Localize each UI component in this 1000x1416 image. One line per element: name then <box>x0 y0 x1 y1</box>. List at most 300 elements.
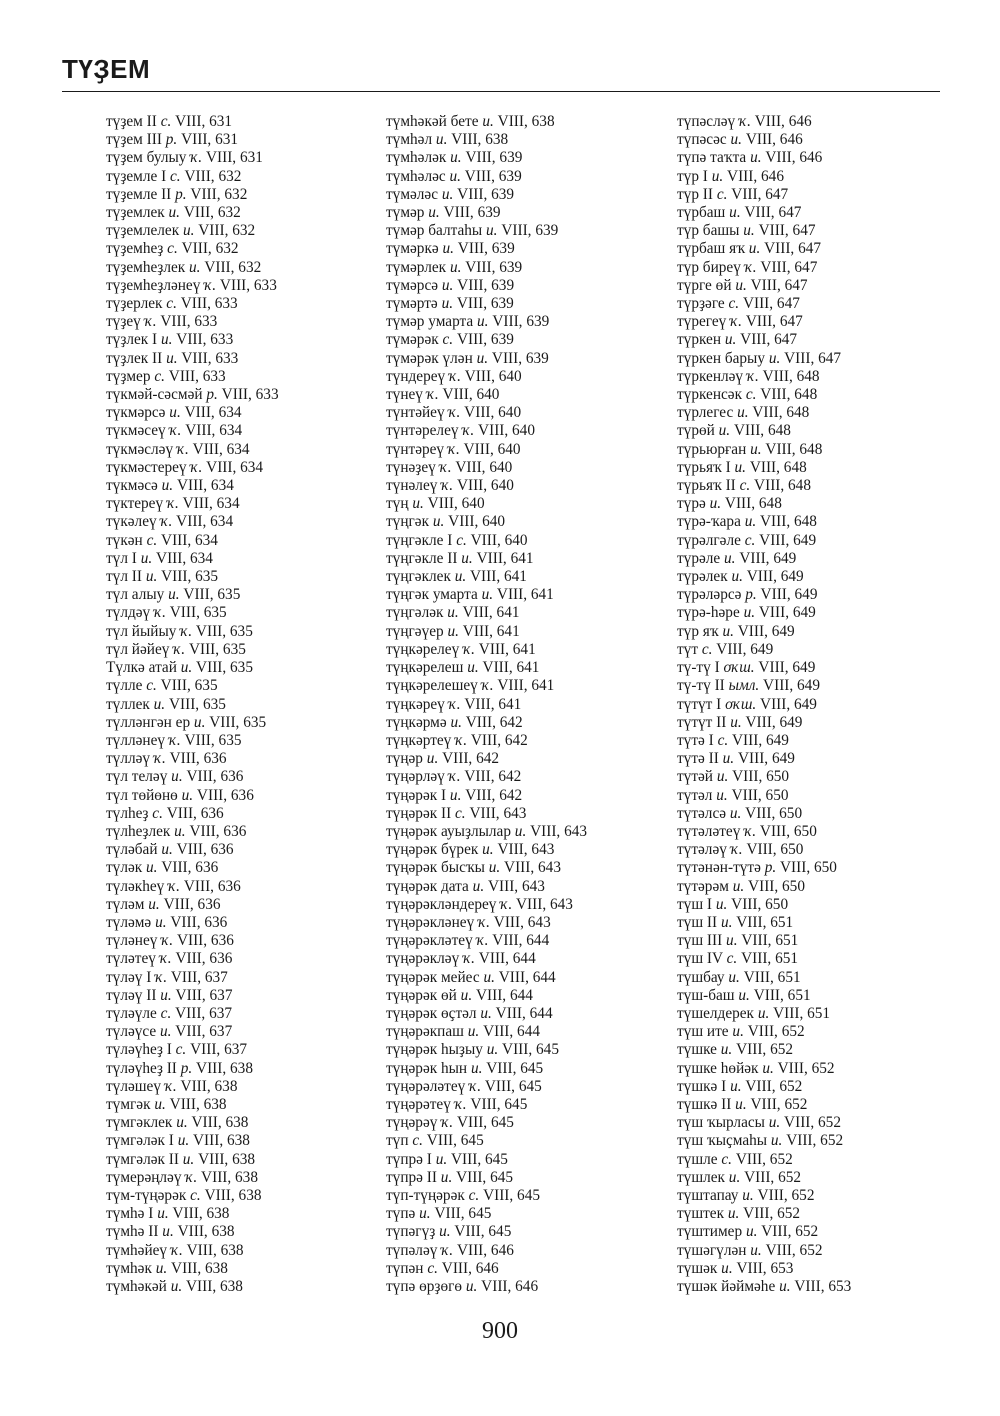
index-entry <box>386 131 587 149</box>
entry-headword: түтәрәм <box>677 877 733 895</box>
entry-headword: түркенсәк <box>677 386 746 404</box>
entry-headword: түләү I <box>106 968 156 986</box>
entry-abbr: с. <box>427 1259 438 1277</box>
entry-headword: түркен барыу <box>677 349 769 367</box>
entry-headword: түм-түңәрәк <box>106 1186 191 1204</box>
index-entry <box>677 477 851 495</box>
entry-headword: түркенләү <box>677 367 747 385</box>
entry-ref: VIII, 651 <box>769 1004 831 1022</box>
entry-headword: түмһәкәй <box>106 1278 171 1295</box>
index-entry <box>106 513 279 531</box>
entry-headword: түтә II <box>677 750 723 768</box>
entry-abbr: ҡ. <box>185 1168 198 1186</box>
entry-headword: тү-тү I <box>677 659 724 677</box>
entry-ref: VIII, 639 <box>453 240 515 258</box>
index-entry <box>386 350 587 368</box>
entry-headword: түҙемлек <box>106 204 169 222</box>
entry-ref: VIII, 653 <box>732 1259 794 1277</box>
index-entry <box>106 113 279 131</box>
entry-headword: түләшеү <box>106 1077 165 1095</box>
entry-ref: VIII, 635 <box>156 677 218 695</box>
entry-ref: VIII, 638 <box>197 1168 258 1186</box>
entry-headword: түшлек <box>677 1168 729 1186</box>
entry-abbr: и. <box>449 258 462 276</box>
entry-ref: VIII, 647 <box>740 204 802 222</box>
entry-headword: түңәрәкләнеү <box>386 913 479 931</box>
entry-abbr: и. <box>729 804 742 822</box>
entry-abbr: с. <box>170 167 181 185</box>
entry-abbr: и. <box>742 1186 754 1204</box>
index-entry <box>386 823 587 841</box>
entry-headword: түңкәртеү <box>386 731 456 749</box>
entry-headword: түрлегес <box>677 404 738 422</box>
entry-abbr: и. <box>146 859 158 877</box>
index-entry <box>106 805 279 823</box>
entry-ref: VIII, 650 <box>727 895 789 913</box>
entry-headword: түҙемһеҙлек <box>106 258 190 276</box>
entry-ref: VIII, 646 <box>750 113 812 130</box>
entry-abbr: и. <box>735 1095 747 1113</box>
entry-abbr: и. <box>160 1023 172 1041</box>
entry-ref: VIII, 645 <box>466 1095 528 1113</box>
entry-ref: VIII, 633 <box>216 276 277 294</box>
entry-ref: VIII, 645 <box>447 1150 508 1168</box>
entry-headword: түҙем булыу <box>106 149 191 167</box>
entry-abbr: и. <box>735 276 747 294</box>
entry-headword: түмгәләк I <box>106 1132 178 1150</box>
entry-abbr: ҡ. <box>463 950 475 968</box>
index-entry <box>106 932 279 950</box>
index-entry <box>677 204 851 222</box>
index-entry <box>106 604 279 622</box>
entry-abbr: и. <box>486 222 498 240</box>
entry-headword: түҙемһеҙләнеү <box>106 276 205 294</box>
entry-abbr: и. <box>449 786 462 804</box>
index-entry <box>677 859 851 877</box>
entry-headword: түп <box>386 1132 413 1150</box>
index-entry <box>386 787 587 805</box>
entry-ref: VIII, 632 <box>186 185 248 203</box>
entry-abbr: и. <box>715 895 728 913</box>
entry-headword: түңкәрелеш <box>386 659 468 677</box>
entry-ref: VIII, 638 <box>176 1077 238 1095</box>
entry-ref: VIII, 644 <box>488 932 550 950</box>
entry-headword: түш ите <box>677 1023 733 1041</box>
index-entry <box>386 368 587 386</box>
header-rule <box>62 91 940 92</box>
entry-abbr: и. <box>477 313 489 331</box>
entry-abbr: и. <box>441 276 454 294</box>
entry-headword: түпрә I <box>386 1150 436 1168</box>
entry-abbr: ҡ. <box>154 604 166 622</box>
entry-abbr: ҡ. <box>204 276 217 294</box>
entry-ref: VIII, 639 <box>461 258 523 276</box>
entry-ref: VIII, 649 <box>712 640 774 658</box>
entry-headword: түшкә II <box>677 1095 736 1113</box>
entry-abbr: и. <box>428 204 440 222</box>
entry-abbr: и. <box>748 240 761 258</box>
entry-abbr: ҡ. <box>439 458 452 476</box>
entry-abbr: ҡ. <box>746 367 759 385</box>
index-entry <box>677 350 851 368</box>
entry-abbr: и. <box>450 713 462 731</box>
index-entry <box>386 604 587 622</box>
index-entry <box>386 659 587 677</box>
entry-ref: VIII, 649 <box>735 549 797 567</box>
entry-abbr: с. <box>146 531 158 549</box>
index-entry <box>677 1041 851 1059</box>
index-entry <box>677 441 851 459</box>
index-entry <box>106 677 279 695</box>
entry-headword: түләүсе <box>106 1023 160 1041</box>
index-entry <box>386 696 587 714</box>
entry-headword: түш ҡыҫмаһы <box>677 1132 771 1150</box>
index-entry <box>677 969 851 987</box>
entry-ref: VIII, 642 <box>467 731 528 749</box>
entry-headword: түш I <box>677 895 716 913</box>
entry-abbr: и. <box>724 549 736 567</box>
entry-ref: VIII, 649 <box>741 713 803 731</box>
index-entry <box>386 386 587 404</box>
entry-headword: түшле <box>677 1150 722 1168</box>
entry-ref: VIII, 639 <box>439 204 501 222</box>
entry-headword: түләүһеҙ II <box>106 1059 181 1077</box>
entry-ref: VIII, 631 <box>202 149 263 167</box>
entry-ref: VIII, 652 <box>740 1168 802 1186</box>
entry-headword: түмәр умарта <box>386 313 478 331</box>
index-entry <box>677 659 851 677</box>
entry-abbr: ҡ. <box>180 622 193 640</box>
entry-ref: VIII, 641 <box>466 568 527 586</box>
entry-headword: түләмә <box>106 913 156 931</box>
index-entry <box>106 459 279 477</box>
entry-ref: VIII, 638 <box>187 1114 249 1132</box>
index-column-1 <box>106 113 279 1296</box>
entry-headword: түрөй <box>677 422 719 440</box>
entry-ref: VIII, 641 <box>458 604 520 622</box>
entry-headword: түмһәкәй бете <box>386 113 483 130</box>
entry-headword: түмһәләк <box>386 149 451 167</box>
entry-abbr: ҡ. <box>448 404 461 422</box>
entry-ref: VIII, 652 <box>757 1223 819 1241</box>
entry-abbr: и. <box>732 877 745 895</box>
entry-ref: VIII, 652 <box>739 1205 801 1223</box>
entry-ref: VIII, 637 <box>171 1023 233 1041</box>
entry-headword: түл I <box>106 549 141 567</box>
index-entry <box>386 896 587 914</box>
index-entry <box>106 1278 279 1296</box>
index-entry <box>106 495 279 513</box>
entry-ref: VIII, 634 <box>180 404 242 422</box>
entry-ref: VIII, 644 <box>472 986 533 1004</box>
entry-abbr: р. <box>206 386 218 404</box>
index-entry <box>106 1132 279 1150</box>
entry-ref: VIII, 644 <box>491 1004 553 1022</box>
index-entry <box>106 1242 279 1260</box>
index-entry <box>677 240 851 258</box>
index-entry <box>677 732 851 750</box>
index-entry <box>677 841 851 859</box>
entry-abbr: с. <box>175 1041 187 1059</box>
entry-headword: түмһәләс <box>386 167 450 185</box>
index-entry <box>386 550 587 568</box>
entry-abbr: и. <box>180 659 193 677</box>
index-entry <box>106 350 279 368</box>
entry-headword: түш ҡырласы <box>677 1114 769 1132</box>
entry-ref: VIII, 636 <box>165 750 227 768</box>
entry-ref: VIII, 636 <box>157 859 219 877</box>
index-entry <box>386 750 587 768</box>
index-entry <box>106 277 279 295</box>
entry-headword: түмәрсә <box>386 276 442 294</box>
entry-abbr: и. <box>488 859 501 877</box>
entry-ref: VIII, 640 <box>474 422 535 440</box>
entry-abbr: и. <box>750 149 762 167</box>
entry-headword: түмһәйеү <box>106 1241 171 1259</box>
entry-abbr: и. <box>432 513 445 531</box>
entry-ref: VIII, 640 <box>466 531 528 549</box>
entry-abbr: ҡ. <box>164 1077 177 1095</box>
entry-abbr: и. <box>768 349 781 367</box>
entry-ref: VIII, 642 <box>438 750 500 768</box>
entry-abbr: с. <box>701 640 713 658</box>
entry-ref: VIII, 635 <box>185 640 246 658</box>
entry-abbr: и. <box>779 1278 791 1295</box>
entry-abbr: и. <box>768 1114 781 1132</box>
index-entry <box>677 386 851 404</box>
entry-abbr: ҡ. <box>481 677 494 695</box>
entry-ref: VIII, 634 <box>178 495 240 513</box>
entry-ref: VIII, 641 <box>458 622 520 640</box>
index-entry <box>677 532 851 550</box>
entry-abbr: и. <box>745 1223 758 1241</box>
entry-ref: VIII, 652 <box>753 1186 815 1204</box>
entry-headword: түмәркә <box>386 240 443 258</box>
index-entry <box>386 586 587 604</box>
entry-headword: түңәрәү <box>386 1114 442 1132</box>
entry-abbr: ҡ. <box>441 1114 454 1132</box>
entry-headword: түңәрәк бүрек <box>386 841 483 859</box>
entry-ref: VIII, 649 <box>756 586 818 604</box>
entry-headword: түҙерлек <box>106 295 167 313</box>
index-entry <box>386 240 587 258</box>
entry-abbr: с. <box>739 477 751 495</box>
index-entry <box>106 550 279 568</box>
entry-ref: VIII, 641 <box>493 586 554 604</box>
entry-headword: түҙемһеҙ <box>106 240 168 258</box>
entry-abbr: ҡ. <box>170 1241 183 1259</box>
index-entry <box>106 768 279 786</box>
entry-abbr: и. <box>743 604 756 622</box>
entry-headword: түр биреү <box>677 258 745 276</box>
entry-ref: VIII, 648 <box>750 477 811 495</box>
entry-headword: түшәк <box>677 1259 722 1277</box>
entry-abbr: с. <box>721 1150 732 1168</box>
entry-abbr: и. <box>435 131 448 149</box>
entry-headword: түмһә II <box>106 1223 163 1241</box>
entry-headword: түшәгүлән <box>677 1241 751 1259</box>
entry-ref: VIII, 652 <box>773 1059 835 1077</box>
entry-abbr: и. <box>441 185 454 203</box>
entry-headword: түр I <box>677 167 712 185</box>
entry-headword: түпәсәс <box>677 131 731 149</box>
index-entry <box>386 1169 587 1187</box>
entry-ref: VIII, 645 <box>498 1041 559 1059</box>
entry-ref: VIII, 636 <box>173 932 234 950</box>
entry-ref: VIII, 636 <box>193 786 254 804</box>
entry-headword: түрьяҡ I <box>677 458 735 476</box>
entry-abbr: и. <box>153 695 166 713</box>
entry-abbr: с. <box>190 1186 201 1204</box>
entry-headword: түнтәйеү <box>386 404 449 422</box>
index-entry <box>386 1078 587 1096</box>
entry-headword: түмгәләк II <box>106 1150 183 1168</box>
index-entry <box>677 404 851 422</box>
entry-abbr: и. <box>426 750 439 768</box>
entry-headword: түҙемле I <box>106 167 171 185</box>
entry-ref: VIII, 635 <box>157 568 219 586</box>
entry-ref: VIII, 649 <box>754 659 816 677</box>
entry-abbr: и. <box>182 1150 195 1168</box>
entry-headword: түңәр <box>386 750 427 768</box>
entry-ref: VIII, 636 <box>172 841 234 859</box>
entry-ref: VIII, 639 <box>497 222 559 240</box>
entry-abbr: и. <box>480 1004 492 1022</box>
entry-ref: VIII, 638 <box>173 1223 235 1241</box>
entry-headword: түҙлек I <box>106 331 161 349</box>
entry-headword: түштек <box>677 1205 728 1223</box>
index-entry <box>386 768 587 786</box>
entry-ref: VIII, 639 <box>488 349 549 367</box>
entry-ref: VIII, 645 <box>422 1132 484 1150</box>
entry-ref: VIII, 635 <box>165 604 227 622</box>
index-entry <box>386 805 587 823</box>
entry-abbr: и. <box>145 568 158 586</box>
index-entry <box>106 1023 279 1041</box>
entry-headword: түтәлсә <box>677 804 730 822</box>
entry-ref: VIII, 649 <box>733 622 795 640</box>
entry-headword: түңәрәк өҫтәл <box>386 1004 481 1022</box>
entry-abbr: с. <box>167 240 178 258</box>
index-entry <box>677 1114 851 1132</box>
entry-headword: түңгәкле II <box>386 549 462 567</box>
entry-abbr: и. <box>140 549 153 567</box>
index-entry <box>106 950 279 968</box>
entry-headword: түпә <box>386 1205 420 1223</box>
entry-ref: VIII, 638 <box>200 1186 262 1204</box>
index-entry <box>386 168 587 186</box>
entry-headword: түкмәй-сәсмәй <box>106 386 207 404</box>
entry-abbr: и. <box>729 204 741 222</box>
entry-headword: түрҙәге <box>677 295 729 313</box>
entry-ref: VIII, 635 <box>205 713 267 731</box>
index-entry <box>386 222 587 240</box>
entry-abbr: ҡ. <box>730 841 743 859</box>
index-entry <box>106 787 279 805</box>
index-entry <box>106 841 279 859</box>
index-entry <box>386 277 587 295</box>
entry-ref: VIII, 649 <box>755 531 817 549</box>
entry-headword: түпә таҡта <box>677 149 751 167</box>
entry-abbr: ҡ. <box>462 422 475 440</box>
entry-headword: түңәрәк бысҡы <box>386 859 489 877</box>
entry-headword: түпәләү <box>386 1241 442 1259</box>
index-entry <box>386 932 587 950</box>
index-entry <box>386 113 587 131</box>
entry-headword: түлләү <box>106 750 154 768</box>
entry-ref: VIII, 635 <box>192 659 253 677</box>
index-entry <box>677 677 851 695</box>
index-entry <box>677 604 851 622</box>
entry-ref: VIII, 642 <box>460 768 522 786</box>
entry-abbr: и. <box>738 986 750 1004</box>
entry-ref: VIII, 648 <box>748 404 810 422</box>
entry-ref: VIII, 646 <box>761 149 823 167</box>
index-entry <box>677 222 851 240</box>
entry-abbr: и. <box>486 1041 499 1059</box>
entry-abbr: ҡ. <box>447 440 460 458</box>
entry-ref: VIII, 636 <box>166 913 228 931</box>
index-entry <box>106 422 279 440</box>
entry-ref: VIII, 640 <box>444 513 506 531</box>
entry-abbr: и. <box>177 1132 190 1150</box>
entry-ref: VIII, 641 <box>460 695 522 713</box>
index-entry <box>677 1132 851 1150</box>
entry-ref: VIII, 650 <box>776 859 837 877</box>
entry-abbr: и. <box>720 913 733 931</box>
index-entry <box>106 659 279 677</box>
entry-headword: түпән <box>386 1259 428 1277</box>
entry-ref: VIII, 634 <box>202 458 264 476</box>
entry-abbr: и. <box>720 1041 733 1059</box>
index-entry <box>106 149 279 167</box>
entry-headword: түтүт I <box>677 695 726 713</box>
entry-abbr: и. <box>514 822 527 840</box>
entry-ref: VIII, 633 <box>176 295 238 313</box>
entry-abbr: и. <box>732 1023 744 1041</box>
index-entry <box>677 368 851 386</box>
entry-abbr: с. <box>154 367 165 385</box>
entry-abbr: и. <box>154 1095 166 1113</box>
entry-headword: түңәрәкләндереү <box>386 895 501 913</box>
index-entry <box>106 750 279 768</box>
entry-headword: түтүт II <box>677 713 731 731</box>
index-entry <box>106 532 279 550</box>
entry-ref: VIII, 634 <box>188 440 250 458</box>
index-entry <box>386 1114 587 1132</box>
entry-headword: түлләнгән ер <box>106 713 194 731</box>
entry-abbr: и. <box>722 750 735 768</box>
entry-headword: түш IV <box>677 950 727 968</box>
entry-ref: VIII, 648 <box>746 458 807 476</box>
entry-ref: VIII, 645 <box>481 1077 542 1095</box>
entry-abbr: и. <box>168 204 181 222</box>
entry-ref: VIII, 639 <box>453 295 514 313</box>
entry-headword: түң <box>386 495 413 513</box>
entry-abbr: и. <box>442 240 454 258</box>
entry-ref: VIII, 634 <box>181 422 243 440</box>
index-entry <box>106 222 279 240</box>
index-entry <box>677 168 851 186</box>
index-entry <box>677 131 851 149</box>
index-entry <box>106 313 279 331</box>
entry-ref: VIII, 649 <box>728 731 789 749</box>
entry-headword: түлләнеү <box>106 731 169 749</box>
index-entry <box>677 568 851 586</box>
index-entry <box>106 441 279 459</box>
index-entry <box>677 1187 851 1205</box>
entry-headword: түл теләү <box>106 768 172 786</box>
